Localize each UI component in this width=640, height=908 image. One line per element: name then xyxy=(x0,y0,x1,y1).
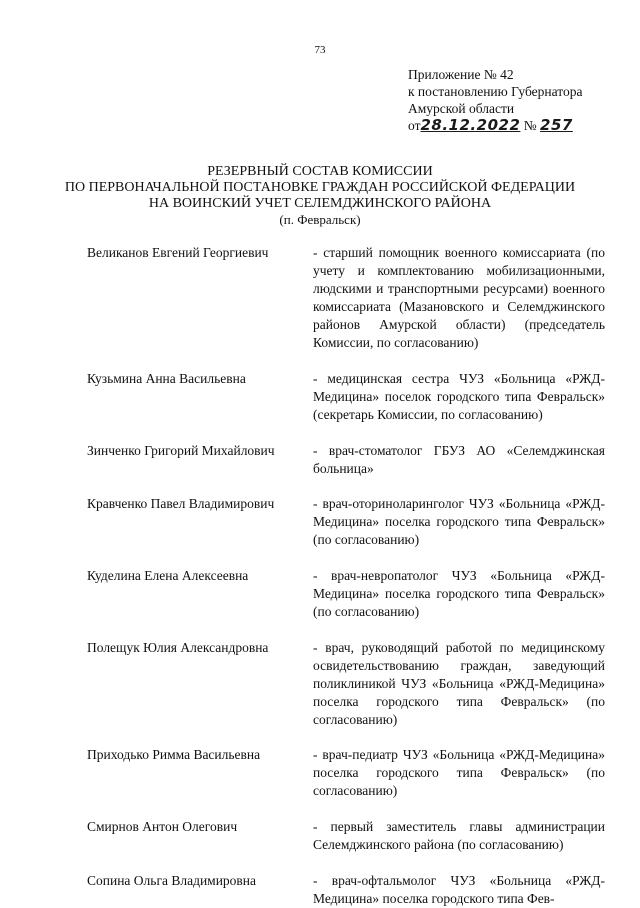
member-role: - врач, руководящий работой по медицинскому освидетельствованию граждан, заведующий поликлиникой ЧУЗ «Больница «РЖД-Медицина» поселка городского типа Февральск» (по согласованию) xyxy=(313,640,605,727)
member-row xyxy=(87,872,607,908)
member-role: - врач-офтальмолог ЧУЗ «Больница «РЖД-Медицина» поселка городского типа Фев- xyxy=(313,873,605,906)
document-title xyxy=(0,164,640,228)
member-role: - врач-оториноларинголог ЧУЗ «Больница «РЖД-Медицина» поселка городского типа Февральск» (по согласованию) xyxy=(313,496,605,547)
member-role: - врач-невропатолог ЧУЗ «Больница «РЖД-Медицина» поселка городского типа Февральск» (по согласованию) xyxy=(313,568,605,619)
title-line-2: ПО ПЕРВОНАЧАЛЬНОЙ ПОСТАНОВКЕ ГРАЖДАН РОССИЙСКОЙ ФЕДЕРАЦИИ xyxy=(64,180,576,195)
title-line-1: РЕЗЕРВНЫЙ СОСТАВ КОМИССИИ xyxy=(207,164,433,179)
page-number: 73 xyxy=(314,44,326,56)
member-name: Кузьмина Анна Васильевна xyxy=(87,371,246,386)
member-row xyxy=(87,567,607,621)
member-row xyxy=(87,639,607,729)
members-list xyxy=(87,244,607,908)
member-name: Сопина Ольга Владимировна xyxy=(87,873,257,888)
member-name: Великанов Евгений Георгиевич xyxy=(87,245,269,260)
member-role: - врач-стоматолог ГБУЗ АО «Селемджинская больница» xyxy=(313,443,605,476)
appendix-date-line xyxy=(408,117,582,134)
member-role: - первый заместитель главы администрации Селемджинского района (по согласованию) xyxy=(313,819,605,852)
member-row xyxy=(87,370,607,424)
member-name: Полещук Юлия Александровна xyxy=(87,640,269,655)
member-row xyxy=(87,818,607,854)
handwritten-date: 28.12.2022 xyxy=(420,116,521,134)
member-row xyxy=(87,495,607,549)
date-prefix: от xyxy=(408,118,421,133)
appendix-line-3: Амурской области xyxy=(408,101,515,116)
member-name: Кравченко Павел Владимирович xyxy=(87,496,275,511)
number-prefix: № xyxy=(523,118,537,133)
member-name: Зинченко Григорий Михайлович xyxy=(87,443,275,458)
member-row xyxy=(87,746,607,800)
member-role: - старший помощник военного комиссариата (по учету и комплектованию мобилизационными, людскими и транспортными ресурсами) военного комиссариата (Мазановского и Селемджинского районов Амурской области) (председатель Комиссии, по согласованию) xyxy=(313,245,605,350)
member-row xyxy=(87,244,607,352)
appendix-block xyxy=(408,66,582,134)
appendix-line-2: к постановлению Губернатора xyxy=(408,84,583,99)
member-name: Приходько Римма Васильевна xyxy=(87,747,261,762)
title-subtitle: (п. Февральск) xyxy=(279,212,361,227)
member-role: - медицинская сестра ЧУЗ «Больница «РЖД-Медицина» поселок городского типа Февральск» (секретарь Комиссии, по согласованию) xyxy=(313,371,605,422)
title-line-3: НА ВОИНСКИЙ УЧЕТ СЕЛЕМДЖИНСКОГО РАЙОНА xyxy=(148,196,492,211)
member-row xyxy=(87,442,607,478)
handwritten-number: 257 xyxy=(540,116,573,134)
appendix-line-1: Приложение № 42 xyxy=(408,67,514,82)
member-role: - врач-педиатр ЧУЗ «Больница «РЖД-Медицина» поселка городского типа Февральск» (по согласованию) xyxy=(313,747,605,798)
member-name: Куделина Елена Алексеевна xyxy=(87,568,249,583)
member-name: Смирнов Антон Олегович xyxy=(87,819,238,834)
